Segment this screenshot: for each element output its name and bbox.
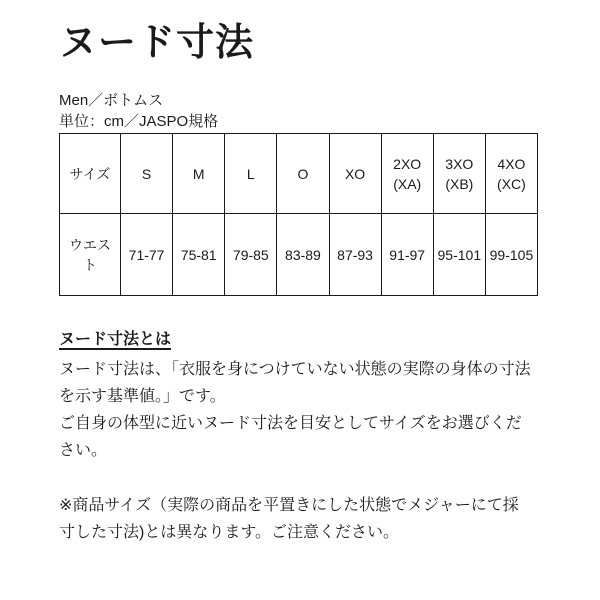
note-line: ※商品サイズ（実際の商品を平置きにした状態でメジャーにて採 <box>59 497 519 514</box>
waist-value-xo: 87-93 <box>329 214 381 296</box>
about-paragraph <box>59 356 531 464</box>
waist-value-l: 79-85 <box>225 214 277 296</box>
product-size-note <box>59 492 519 546</box>
subtitle-category: Men／ボトムス <box>59 92 164 109</box>
waist-value-4xo: 99-105 <box>485 214 537 296</box>
about-paragraph-line: ヌード寸法は、「衣服を身につけていない状態の実際の身体の寸法 <box>59 361 531 378</box>
size-header-2xo: 2XO (XA) <box>381 134 433 214</box>
waist-row-label: ウエスト <box>60 214 121 296</box>
waist-value-s: 71-77 <box>121 214 173 296</box>
about-section-heading: ヌード寸法とは <box>59 331 172 348</box>
size-header-o: O <box>277 134 329 214</box>
size-table-header-row <box>60 134 538 214</box>
size-header-l: L <box>225 134 277 214</box>
about-paragraph-line: ご自身の体型に近いヌード寸法を目安としてサイズをお選びくだ <box>59 415 522 432</box>
size-header-4xo: 4XO (XC) <box>485 134 537 214</box>
page-title: ヌード寸法 <box>59 22 255 64</box>
size-header-s: S <box>121 134 173 214</box>
size-header-3xo: 3XO (XB) <box>433 134 485 214</box>
waist-row <box>60 214 538 296</box>
waist-value-o: 83-89 <box>277 214 329 296</box>
waist-value-3xo: 95-101 <box>433 214 485 296</box>
subtitle-unit-standard: 単位：cm／JASPO規格 <box>59 113 219 130</box>
subtitle-block <box>59 90 218 132</box>
waist-value-2xo: 91-97 <box>381 214 433 296</box>
about-paragraph-line: を示す基準値。」です。 <box>59 388 226 405</box>
about-paragraph-line: さい。 <box>59 442 108 459</box>
waist-value-m: 75-81 <box>173 214 225 296</box>
size-header-m: M <box>173 134 225 214</box>
size-header-label: サイズ <box>60 134 121 214</box>
size-table <box>59 133 538 296</box>
size-header-xo: XO <box>329 134 381 214</box>
note-line: 寸した寸法)とは異なります。ご注意ください。 <box>59 524 400 541</box>
